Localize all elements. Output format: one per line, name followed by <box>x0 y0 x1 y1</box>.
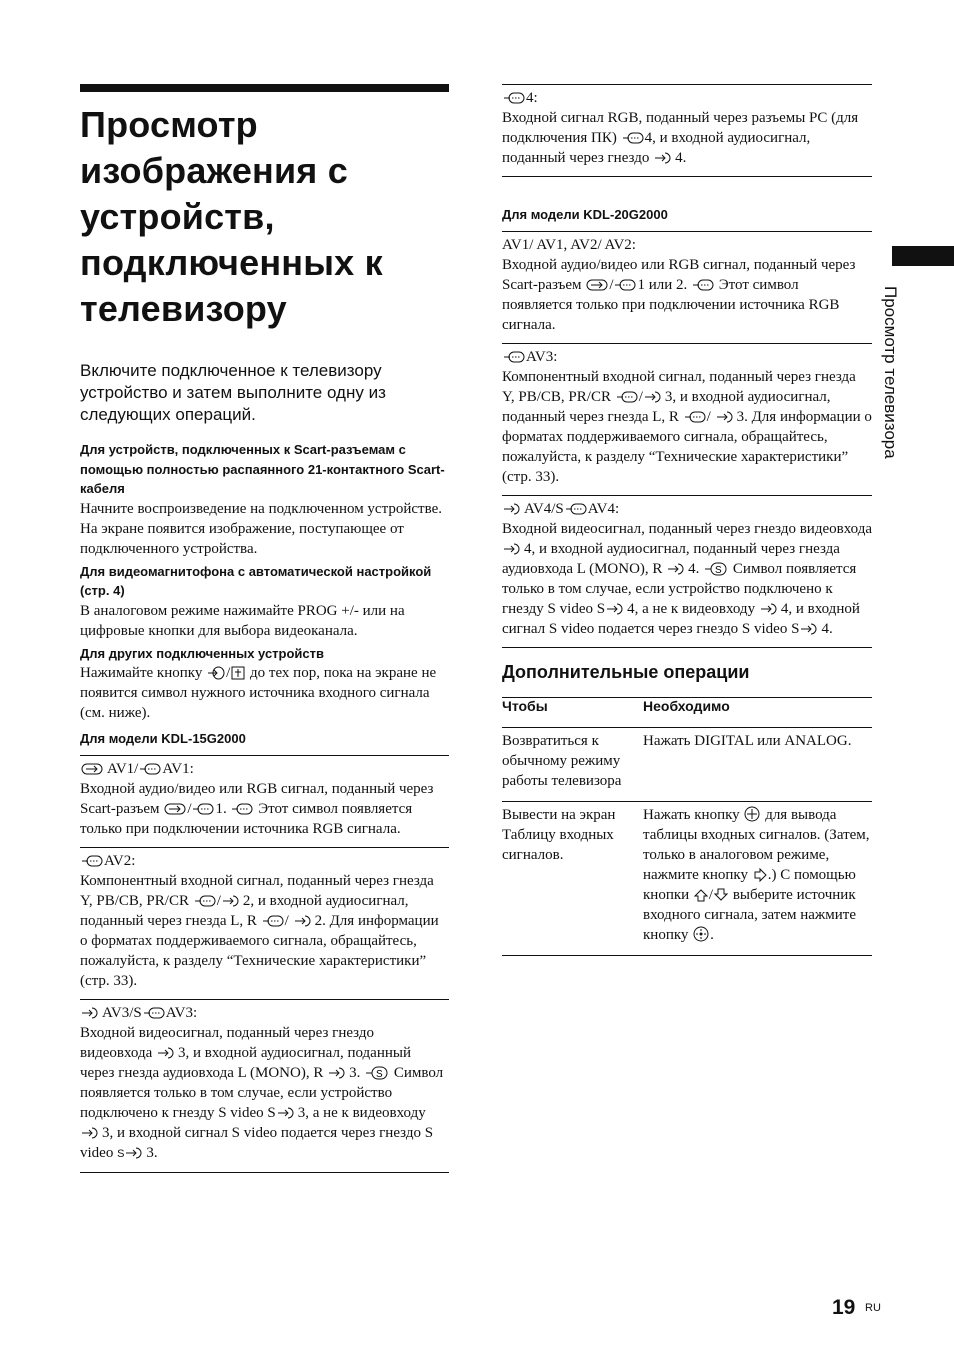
component-icon <box>262 914 284 928</box>
text: Этот символ появляется только при подключении источника RGB сигнала. <box>80 800 413 837</box>
table-cell: Нажать DIGITAL или ANALOG. <box>643 727 872 801</box>
block-av2: AV2: Компонентный входной сигнал, поданный через гнезда Y, PB/CB, PR/CR / 2, и входной аудиосигнал, поданный через гнезда L, R / 2. Для информации о форматах поддерживаемого сигнала, обращайтесь, пожалуйста, к разделу “Технические характеристики” (стр. 33). <box>80 847 449 999</box>
arrow-up-icon <box>694 888 708 902</box>
hold-icon <box>231 666 245 680</box>
component-icon <box>684 410 706 424</box>
side-label <box>870 286 930 516</box>
text: Входной сигнал RGB, поданный через разъемы PC (для подключения ПК) <box>502 110 859 146</box>
scart-icon <box>81 762 103 776</box>
text: AV3/S <box>102 1004 142 1021</box>
audio-in-icon <box>667 562 687 576</box>
block-pc <box>502 84 872 177</box>
rgb-icon <box>231 802 253 816</box>
text: 3, и входной сигнал S video подается через гнездо S video <box>80 1124 434 1161</box>
arrow-down-icon <box>714 888 728 902</box>
text: 3. Для информации о форматах поддерживаемого сигнала, обращайтесь, пожалуйста, к разделу “Технические характеристики” (стр. 33). <box>502 408 872 485</box>
component-icon <box>616 390 638 404</box>
heading-model-15: Для модели KDL-15G2000 <box>80 731 246 746</box>
video-in-icon <box>157 1046 177 1060</box>
text: 4. <box>688 560 700 577</box>
heading-model-20: Для модели KDL-20G2000 <box>502 207 668 222</box>
s-video-icon <box>565 502 587 516</box>
text: 1 или 2. <box>637 276 688 293</box>
scart-icon <box>164 802 186 816</box>
pc-icon <box>622 131 644 145</box>
audio-in-icon <box>654 151 674 165</box>
text: Входной видеосигнал, поданный через гнездо видеовхода <box>502 520 872 537</box>
text: 1. <box>215 800 227 817</box>
text: AV1/ <box>106 760 139 777</box>
block-av3: AV3/S AV3: Входной видеосигнал, поданный через гнездо видеовхода 3, и входной аудиосигнал, поданный через гнезда аудиовхода L (MONO), R 3. S Символ появляется только в том случае, если устройство подключено к гнезду S video S 3, а не к видеовходу 3, и входной сигнал S video подается через гнездо S video S 3. <box>80 999 449 1173</box>
rgb-icon <box>692 278 714 292</box>
text: 4, и входной сигнал S video подается через гнездо S video S <box>502 600 860 637</box>
text: 3. <box>146 1144 158 1161</box>
text: 3, и входной аудиосигнал, поданный через гнезда аудиовхода L (MONO), R <box>80 1044 411 1081</box>
text: Входной аудио/видео или RGB сигнал, поданный через Scart-разъем <box>502 256 856 293</box>
text: Этот символ появляется только при подключении источника RGB сигнала. <box>502 276 840 333</box>
block-av1: AV1/ AV1: Входной аудио/видео или RGB сигнал, поданный через Scart-разъем / 1. Этот символ появляется только при подключении источника RGB сигнала. <box>80 755 449 847</box>
text: . <box>710 926 714 943</box>
side-tab-marker <box>892 246 954 266</box>
video-in-icon <box>503 502 523 516</box>
svg-text:S: S <box>715 564 722 576</box>
title-rule <box>80 84 449 92</box>
text: 4, и входной аудиосигнал, поданный через гнездо <box>502 130 811 166</box>
text: AV3: <box>526 348 558 365</box>
block-av3: AV3: Компонентный входной сигнал, поданный через гнезда Y, PB/CB, PR/CR / 3, и входной аудиосигнал, поданный через гнезда L, R / 3. Для информации о форматах поддерживаемого сигнала, обращайтесь, пожалуйста, к разделу “Технические характеристики” (стр. 33). <box>502 343 872 495</box>
intro-text: Включите подключенное к телевизору устройство и затем выполните одну из следующих операций. <box>80 361 386 424</box>
text: .) С помощью кнопки <box>643 866 856 903</box>
text: AV1: <box>162 760 194 777</box>
text: 2. Для информации о форматах поддерживаемого сигнала, обращайтесь, пожалуйста, к разделу “Технические характеристики” (стр. 33). <box>80 912 439 989</box>
text: Компонентный входной сигнал, поданный через гнезда Y, PB/CB, PR/CR <box>80 872 434 909</box>
heading-other-devices: Для других подключенных устройств <box>80 645 325 661</box>
table-cell: Возвратиться к обычному режиму работы телевизора <box>502 727 643 801</box>
left-column <box>80 84 449 1173</box>
audio-in-icon <box>716 410 736 424</box>
s-symbol-icon <box>365 1066 389 1080</box>
component-icon <box>503 350 525 364</box>
pc-icon <box>503 91 525 105</box>
video-in-icon <box>81 1126 101 1140</box>
block-av4 <box>502 495 872 648</box>
para-vcr: В аналоговом режиме нажимайте PROG +/- или на цифровые кнопки для выбора видеоканала. <box>80 602 405 639</box>
text: Входной видеосигнал, поданный через гнездо видеовхода <box>80 1024 374 1061</box>
text: 4, и входной аудиосигнал, поданный через гнезда аудиовхода L (MONO), R <box>502 540 840 577</box>
text: Входной аудио/видео или RGB сигнал, поданный через Scart-разъем <box>80 780 434 817</box>
text: 4. <box>675 150 687 166</box>
scart-icon <box>586 278 608 292</box>
text: 4, а не к видеовходу <box>627 600 756 617</box>
text: AV2: <box>104 852 136 869</box>
svg-text:S: S <box>376 1068 383 1080</box>
text: 3, и входной аудиосигнал, поданный через гнезда L, R <box>502 388 831 425</box>
para-scart-2: На экране появится изображение, поступающее от подключенного устройства. <box>80 520 404 557</box>
operations-table <box>502 697 872 956</box>
ok-icon <box>693 926 709 942</box>
s-video-icon <box>606 602 626 616</box>
block-av1-av2: AV1/ AV1, AV2/ AV2: Входной аудио/видео или RGB сигнал, поданный через Scart-разъем / 1 или 2. Этот символ появляется только при подключении источника RGB сигнала. <box>502 231 872 343</box>
input-icon <box>207 666 225 680</box>
text: 4. <box>821 620 833 637</box>
table-header-goal: Чтобы <box>502 697 643 727</box>
heading-vcr: Для видеомагнитофона с автоматической настройкой (стр. 4) <box>80 563 432 598</box>
audio-in-icon <box>644 390 664 404</box>
text: для вывода таблицы входных сигналов. (Затем, только в аналоговом режиме, нажмите кнопку <box>643 806 870 883</box>
table-header-action: Необходимо <box>643 697 872 727</box>
page-title: Просмотр изображения с устройств, подключенных к телевизору <box>80 104 383 329</box>
heading-scart: Для устройств, подключенных к Scart-разъемам с помощью полностью распаянного 21-контактного Scart-кабеля <box>80 442 445 496</box>
s-symbol-icon <box>704 562 728 576</box>
video-in-icon <box>81 1006 101 1020</box>
input-table-icon <box>744 806 760 822</box>
page-language: RU <box>865 1302 881 1314</box>
arrow-right-icon <box>753 868 767 882</box>
component-icon <box>194 894 216 908</box>
text: AV3: <box>165 1004 198 1021</box>
text: 3. <box>349 1064 361 1081</box>
text: выберите источник входного сигнала, затем нажмите кнопку <box>643 886 856 943</box>
para-other-devices: Нажимайте кнопку / до тех пор, пока на экране не появится символ нужного источника входного сигнала (см. ниже). <box>80 665 437 721</box>
table-cell: Вывести на экран Таблицу входных сигналов. <box>502 801 643 955</box>
text: 2, и входной аудиосигнал, поданный через гнезда L, R <box>80 892 409 929</box>
rgb-icon <box>614 278 636 292</box>
text: 4: <box>526 90 538 106</box>
text: Символ появляется только в том случае, если устройство подключено к гнезду S video S <box>80 1064 444 1121</box>
para-scart-1: Начните воспроизведение на подключенном устройстве. <box>80 500 442 517</box>
text: Компонентный входной сигнал, поданный через гнезда Y, PB/CB, PR/CR <box>502 368 856 405</box>
rgb-icon <box>192 802 214 816</box>
table-cell: Нажать кнопку для вывода таблицы входных сигналов. (Затем, только в аналоговом режиме, нажмите кнопку .) С помощью кнопки / выберите источник входного сигнала, затем нажмите кнопку . <box>643 801 872 955</box>
video-in-icon <box>503 542 523 556</box>
audio-in-icon <box>328 1066 348 1080</box>
audio-in-icon <box>222 894 242 908</box>
rgb-icon <box>139 762 161 776</box>
side-label-text: Просмотр телевизора <box>881 286 900 459</box>
text: Нажимайте кнопку <box>80 665 203 681</box>
text: до тех пор, пока на экране не появится символ нужного источника входного сигнала (см. ниже). <box>80 665 437 721</box>
s-video-icon <box>125 1146 145 1160</box>
text: AV4: <box>587 500 620 517</box>
table-row <box>502 727 872 801</box>
text: 3, а не к видеовходу <box>297 1104 426 1121</box>
s-video-icon <box>277 1106 297 1120</box>
audio-in-icon <box>294 914 314 928</box>
s-video-icon <box>143 1006 165 1020</box>
text: Нажать кнопку <box>643 806 740 823</box>
video-in-icon <box>760 602 780 616</box>
section-heading-additional: Дополнительные операции <box>502 661 750 682</box>
s-video-icon <box>800 622 820 636</box>
text: Символ появляется только в том случае, если устройство подключено к гнезду S video S <box>502 560 857 617</box>
component-icon <box>81 854 103 868</box>
page-number: 19 <box>832 1296 856 1319</box>
table-row <box>502 801 872 955</box>
right-column <box>502 84 872 956</box>
text: AV4/S <box>524 500 564 517</box>
block-head: AV1/ AV1, AV2/ AV2: <box>502 236 636 253</box>
